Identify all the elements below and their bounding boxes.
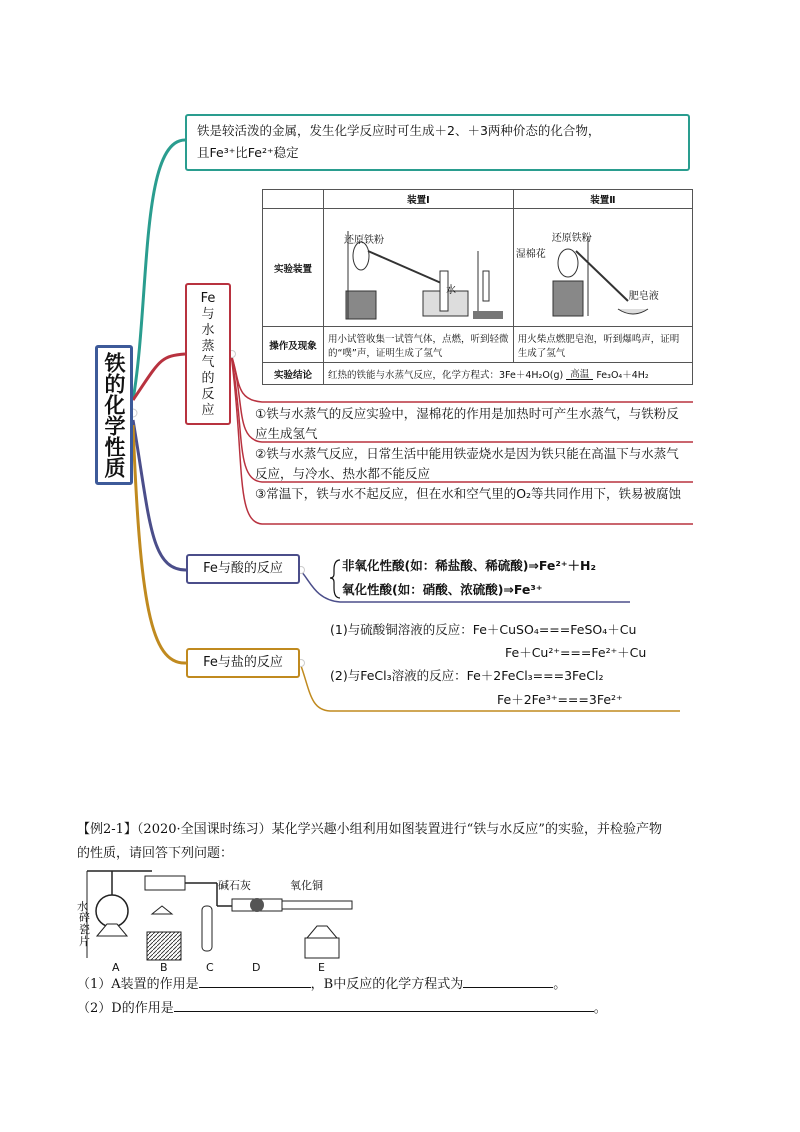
- label-copper-oxide: 氧化铜: [290, 879, 323, 892]
- acid-branch-label: Fe与酸的反应: [203, 561, 283, 576]
- question-1-end: 。: [553, 977, 567, 992]
- valence-note-box: [185, 114, 690, 171]
- label-chips: 碎瓷片: [79, 911, 90, 948]
- label-a: A: [112, 961, 120, 974]
- question-1-middle: ，B中反应的化学方程式为: [310, 977, 464, 992]
- valence-note-line-2: 且Fe³⁺比Fe²⁺稳定: [197, 145, 299, 160]
- apparatus-2-drawing: [515, 211, 688, 321]
- valence-note-line-1: 铁是较活泼的金属，发生化学反应时可生成＋2、＋3两种价态的化合物，: [197, 123, 601, 138]
- steam-branch-box: [185, 283, 231, 425]
- operation-1: 用小试管收集一试管气体，点燃，听到轻微的“噗”声，证明生成了氢气: [324, 327, 514, 363]
- conclusion-cell: [324, 363, 693, 385]
- apparatus-1-drawing: [328, 211, 508, 321]
- salt-line-1: (1)与硫酸铜溶液的反应：Fe＋CuSO₄===FeSO₄＋Cu: [330, 622, 637, 637]
- label-water: 水: [77, 900, 88, 913]
- acid-line-1: 非氧化性酸(如：稀盐酸、稀硫酸)⇒Fe²⁺＋H₂: [342, 558, 596, 573]
- root-title: 铁的化学性质: [102, 352, 126, 478]
- apparatus-2-label-soap: 肥皂液: [628, 291, 659, 302]
- apparatus-2-label-cotton: 湿棉花: [515, 249, 546, 260]
- steam-note-1: ①铁与水蒸气的反应实验中，湿棉花的作用是加热时可产生水蒸气，与铁粉反应生成氢气: [255, 406, 679, 441]
- apparatus-1-label-iron: 还原铁粉: [344, 235, 384, 246]
- salt-line-2: Fe＋Cu²⁺===Fe²⁺＋Cu: [505, 645, 647, 660]
- question-1: [77, 973, 566, 997]
- acid-branch-box: [186, 554, 300, 584]
- apparatus-1-cell: [324, 209, 514, 327]
- row-label-operation: 操作及现象: [263, 327, 324, 363]
- apparatus-2-cell: [513, 209, 692, 327]
- row-label-conclusion: 实验结论: [263, 363, 324, 385]
- salt-line-3: (2)与FeCl₃溶液的反应：Fe＋2FeCl₃===3FeCl₂: [330, 668, 604, 683]
- salt-branch-label: Fe与盐的反应: [203, 655, 283, 670]
- question-2: [77, 997, 607, 1021]
- answer-blank-3[interactable]: [174, 997, 594, 1012]
- label-c: C: [206, 961, 214, 974]
- mindmap-root: [95, 345, 133, 485]
- reaction-arrow: [566, 370, 593, 380]
- answer-blank-1[interactable]: [199, 973, 311, 988]
- table-header-2: 装置Ⅱ: [513, 190, 692, 209]
- conclusion-product: Fe₃O₄＋4H₂: [596, 369, 649, 381]
- question-2-prefix: （2）D的作用是: [77, 1001, 174, 1016]
- steam-note-2: ②铁与水蒸气反应，日常生活中能用铁壶烧水是因为铁只能在高温下与水蒸气反应，与冷水、热水都不能反应: [255, 446, 679, 481]
- table-corner: [263, 190, 324, 209]
- label-soda-lime: 碱石灰: [218, 879, 251, 892]
- apparatus-1-label-water: 水: [446, 285, 456, 296]
- question-2-end: 。: [593, 1001, 607, 1016]
- table-header-1: 装置Ⅰ: [324, 190, 514, 209]
- steam-note-3: ③常温下，铁与水不起反应，但在水和空气里的O₂等共同作用下，铁易被腐蚀: [255, 486, 682, 501]
- question-1-prefix: （1）A装置的作用是: [77, 977, 199, 992]
- row-label-apparatus: 实验装置: [263, 209, 324, 327]
- acid-line-2: 氧化性酸(如：硝酸、浓硫酸)⇒Fe³⁺: [342, 582, 543, 597]
- experiment-table: [262, 189, 693, 385]
- operation-2: 用火柴点燃肥皂泡，听到爆鸣声，证明生成了氢气: [513, 327, 692, 363]
- label-e: E: [318, 961, 325, 974]
- example-title-line-2: 的性质，请回答下列问题：: [77, 846, 234, 861]
- apparatus-2-label-iron: 还原铁粉: [551, 233, 592, 244]
- salt-branch-box: [186, 648, 300, 678]
- answer-blank-2[interactable]: [463, 973, 553, 988]
- conclusion-text: 红热的铁能与水蒸气反应，化学方程式：3Fe＋4H₂O(g): [328, 369, 564, 381]
- salt-line-4: Fe＋2Fe³⁺===3Fe²⁺: [497, 692, 623, 707]
- conclusion-condition: 高温: [566, 370, 593, 380]
- label-b: B: [160, 961, 168, 974]
- steam-branch-label: Fe与水蒸气的反应: [200, 291, 216, 418]
- label-d: D: [252, 961, 261, 974]
- example-title-line-1: 【例2-1】（2020·全国课时练习）某化学兴趣小组利用如图装置进行“铁与水反应”的实验，并检验产物: [77, 822, 662, 837]
